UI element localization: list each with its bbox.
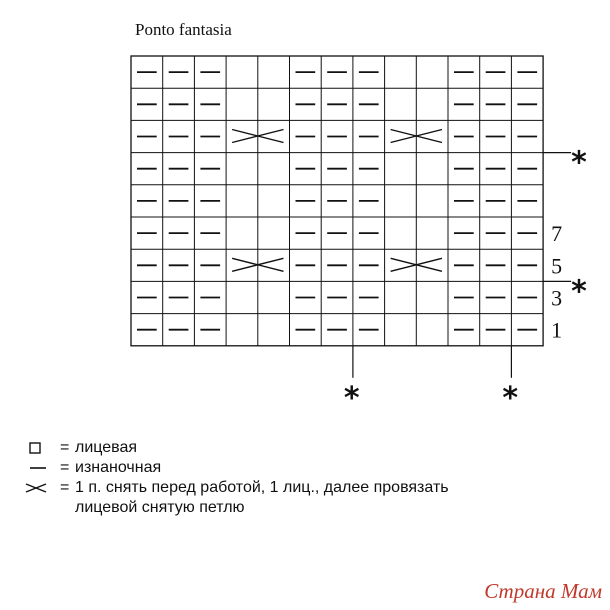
row-number: 5 (551, 253, 563, 279)
legend-cross-text: 1 п. снять перед работой, 1 лиц., далее провязать (75, 479, 449, 496)
legend-purl-text: изнаночная (75, 459, 162, 476)
watermark: Страна Мам (484, 579, 602, 603)
knit-symbol-icon (20, 438, 60, 458)
star-marker: * (571, 274, 587, 310)
row-number: 1 (551, 317, 563, 343)
star-marker: * (571, 145, 587, 181)
star-marker: * (343, 380, 360, 410)
legend-cross-text-cont: лицевой снятую петлю (75, 499, 245, 516)
chart-title: Ponto fantasia (135, 20, 232, 39)
legend-knit-text: лицевая (75, 439, 138, 456)
row-number: 7 (551, 221, 563, 247)
star-marker: * (502, 380, 519, 410)
row-number: 3 (551, 285, 563, 311)
legend-equals: = (60, 439, 70, 456)
legend-equals: = (60, 479, 70, 496)
purl-symbol-icon (20, 458, 60, 478)
cross-symbol-icon (20, 478, 60, 498)
legend-equals: = (60, 459, 70, 476)
